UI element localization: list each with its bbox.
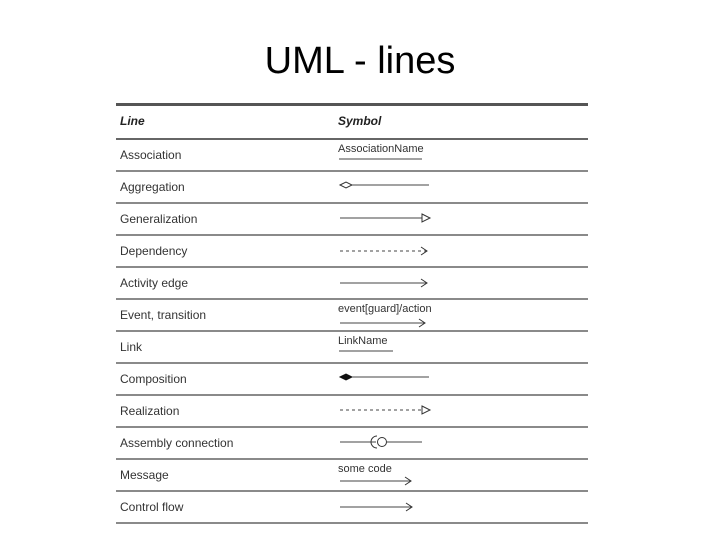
- ball-and-socket-icon: [338, 428, 458, 458]
- link-name-label: LinkName: [338, 335, 388, 347]
- row-realization: [116, 396, 588, 428]
- uml-lines-table: [116, 103, 588, 524]
- line-name: Dependency: [120, 244, 188, 258]
- row-generalization: [116, 204, 588, 236]
- row-association: [116, 140, 588, 172]
- association-name-label: AssociationName: [338, 143, 424, 155]
- line-name: Assembly connection: [120, 436, 234, 450]
- open-arrow-icon: [338, 492, 458, 522]
- event-guard-action-label: event[guard]/action: [338, 303, 432, 315]
- line-name: Message: [120, 468, 169, 482]
- line-name: Event, transition: [120, 308, 207, 322]
- slide-title: UML - lines: [264, 40, 456, 82]
- row-assembly-connection: [116, 428, 588, 460]
- line-name: Realization: [120, 404, 180, 418]
- open-arrow-icon: [338, 268, 458, 298]
- line-name: Link: [120, 340, 143, 354]
- dashed-hollow-triangle-arrow-icon: [338, 396, 458, 426]
- hollow-triangle-arrow-icon: [338, 204, 458, 234]
- filled-diamond-line-icon: [338, 364, 458, 394]
- row-link: [116, 332, 588, 364]
- row-composition: [116, 364, 588, 396]
- row-message: [116, 460, 588, 492]
- line-name: Control flow: [120, 500, 184, 514]
- some-code-label: some code: [338, 463, 392, 475]
- association-line-icon: [338, 140, 458, 170]
- row-control-flow: [116, 492, 588, 524]
- line-name: Activity edge: [120, 276, 189, 290]
- open-arrow-icon: [338, 300, 458, 330]
- link-line-icon: [338, 332, 458, 362]
- row-aggregation: [116, 172, 588, 204]
- header-symbol: Symbol: [338, 114, 382, 128]
- line-name: Aggregation: [120, 180, 185, 194]
- header-line: Line: [120, 114, 145, 128]
- table-header-row: [116, 106, 588, 140]
- dashed-open-arrow-icon: [338, 236, 458, 266]
- line-name: Association: [120, 148, 182, 162]
- row-dependency: [116, 236, 588, 268]
- line-name: Generalization: [120, 212, 198, 226]
- row-event-transition: [116, 300, 588, 332]
- row-activity-edge: [116, 268, 588, 300]
- open-arrow-icon: [338, 460, 458, 490]
- hollow-diamond-line-icon: [338, 172, 458, 202]
- line-name: Composition: [120, 372, 187, 386]
